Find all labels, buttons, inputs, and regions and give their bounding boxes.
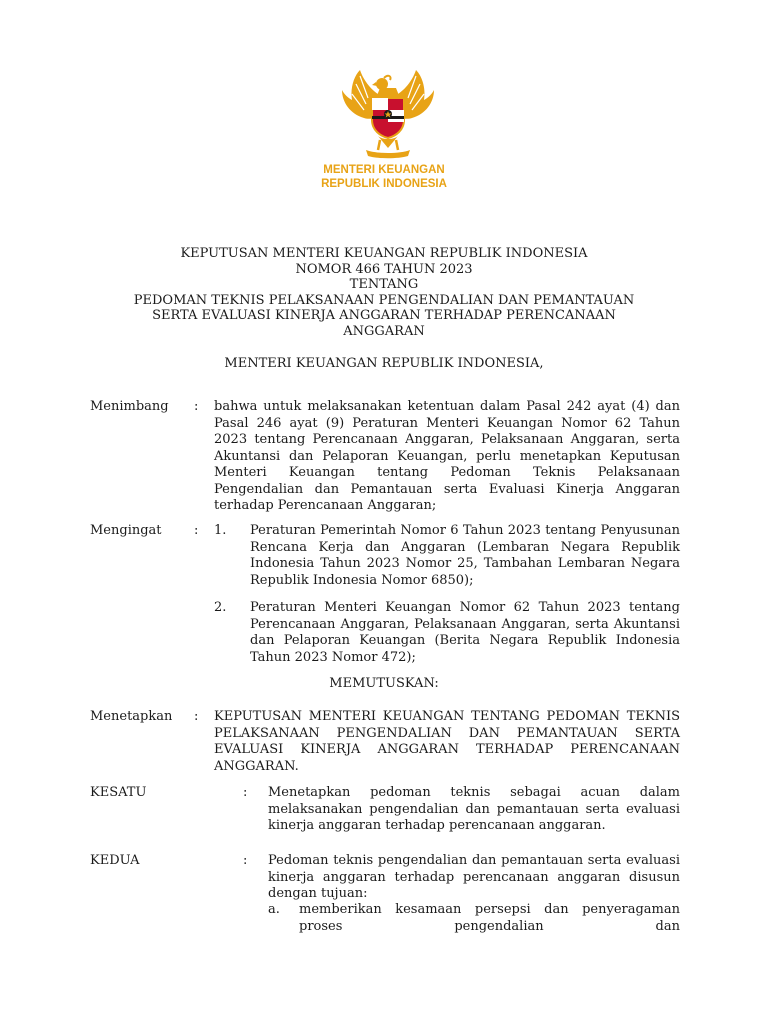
menimbang-text: bahwa untuk melaksanakan ketentuan dalam Pasal 242 ayat (4) dan Pasal 246 ayat (9) Peraturan Menteri Keuangan Nomor 62 Tahun 2023 tentang Perencanaan Anggaran, Pelaksanaan Anggaran, serta Akuntansi dan Pelaporan Keuangan, perlu menetapkan Keputusan Menteri Keuangan tentang Pedoman Teknis Pelaksanaan Pengendalian dan Pemantauan serta Evaluasi Kinerja Anggaran terhadap Perencanaan Anggaran; — [214, 399, 680, 513]
mengingat-item-2-number: 2. — [214, 600, 227, 615]
kesatu-text: Menetapkan pedoman teknis sebagai acuan dalam melaksanakan pengendalian dan pemantauan serta evaluasi kinerja anggaran terhadap perencanaan anggaran. — [268, 785, 680, 833]
kesatu-colon: : — [243, 785, 248, 800]
kedua-text: Pedoman teknis pengendalian dan pemantauan serta evaluasi kinerja anggaran terhadap perencanaan anggaran disusun dengan tujuan: — [268, 853, 680, 901]
memutuskan-heading: MEMUTUSKAN: — [329, 676, 439, 691]
kedua-sub-a-text: memberikan kesamaan persepsi dan penyeragaman proses pengendalian dan — [299, 902, 680, 934]
title-line-6: ANGGARAN — [343, 323, 425, 339]
mengingat-colon: : — [194, 523, 199, 538]
institution-name — [284, 163, 484, 191]
title-line-3: TENTANG — [349, 277, 419, 292]
institution-line-2: REPUBLIK INDONESIA — [321, 178, 447, 190]
title-line-5: SERTA EVALUASI KINERJA ANGGARAN TERHADAP PERENCANAAN — [152, 308, 616, 323]
menimbang-colon: : — [194, 399, 199, 414]
title-line-2: NOMOR 466 TAHUN 2023 — [295, 261, 473, 277]
mengingat-item-1-number: 1. — [214, 523, 227, 538]
title-line-4: PEDOMAN TEKNIS PELAKSANAAN PENGENDALIAN DAN PEMANTAUAN — [133, 292, 635, 308]
menimbang-label: Menimbang — [90, 399, 169, 414]
decree-title — [90, 246, 678, 339]
minister-heading: MENTERI KEUANGAN REPUBLIK INDONESIA, — [224, 356, 544, 371]
garuda-emblem-icon — [338, 68, 438, 160]
kesatu-label: KESATU — [90, 785, 147, 800]
menetapkan-colon: : — [194, 709, 199, 724]
mengingat-item-2-text: Peraturan Menteri Keuangan Nomor 62 Tahun 2023 tentang Perencanaan Anggaran, Pelaksanaan Anggaran, serta Akuntansi dan Pelaporan Keuangan (Berita Negara Republik Indonesia Tahun 2023 Nomor 472); — [250, 600, 680, 665]
kedua-colon: : — [243, 853, 248, 868]
institution-line-1: MENTERI KEUANGAN — [323, 164, 445, 176]
kedua-sub-a-number: a. — [268, 902, 280, 917]
menetapkan-text: KEPUTUSAN MENTERI KEUANGAN TENTANG PEDOMAN TEKNIS PELAKSANAAN PENGENDALIAN DAN PEMANTAUAN SERTA EVALUASI KINERJA ANGGARAN TERHADAP PERENCANAAN ANGGARAN. — [214, 709, 680, 774]
title-line-1: KEPUTUSAN MENTERI KEUANGAN REPUBLIK INDONESIA — [180, 246, 588, 261]
kedua-label: KEDUA — [90, 853, 140, 868]
mengingat-label: Mengingat — [90, 523, 162, 538]
menetapkan-label: Menetapkan — [90, 709, 173, 724]
mengingat-item-1-text: Peraturan Pemerintah Nomor 6 Tahun 2023 tentang Penyusunan Rencana Kerja dan Anggaran (Lembaran Negara Republik Indonesia Tahun 2023 Nomor 25, Tambahan Lembaran Negara Republik Indonesia Nomor 6850); — [250, 523, 680, 588]
